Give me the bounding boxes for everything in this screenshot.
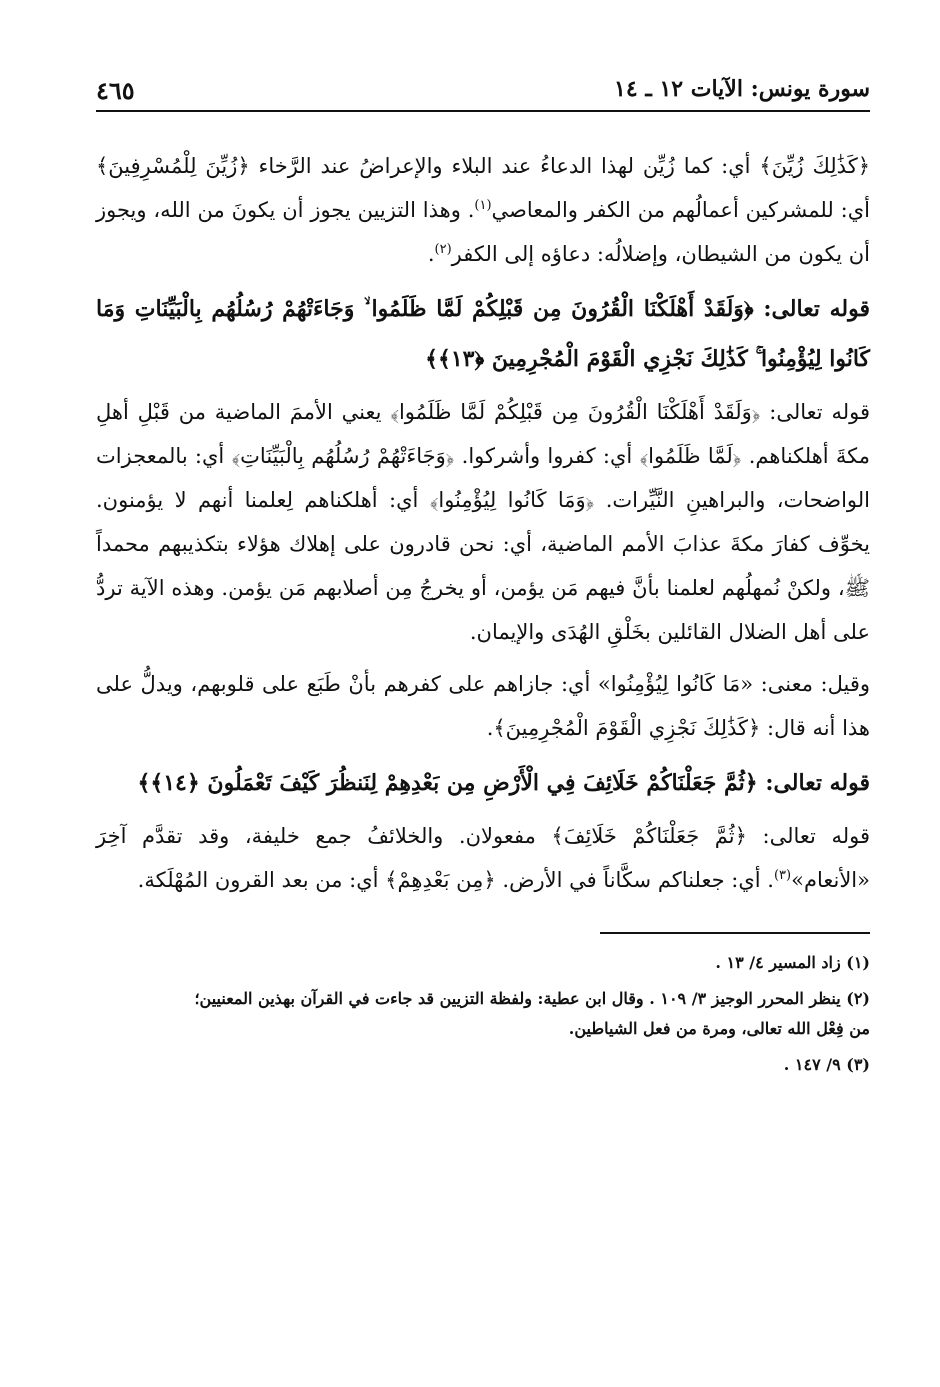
footnote-ref-1: (١) [474, 198, 492, 213]
page-header [96, 70, 870, 112]
paragraph-1-text: ﴿كَذَٰلِكَ زُيِّنَ﴾ أي: كما زُيِّن لهذا الدعاءُ عند البلاء والإعراضُ عند الرَّخاء ﴿زُيِّنَ لِلْمُسْرِفِينَ﴾ أي: للمشركين أعمالُهم من الكفر والمعاصي [96, 154, 870, 222]
paragraph-4-text: قوله تعالى: ﴿ثُمَّ جَعَلْنَاكُمْ خَلَائِفَ﴾ مفعولان. والخلائفُ جمع خليفة، وقد تقدَّم آخِرَ «الأنعام» [96, 824, 870, 892]
paragraph-1-end: . [427, 242, 435, 266]
footnote-2 [96, 984, 870, 1044]
footnote-number: (٣) [846, 1055, 870, 1074]
footnote-1 [96, 948, 870, 978]
paragraph-4 [96, 814, 870, 902]
paragraph-3: وقيل: معنى: «مَا كَانُوا لِيُؤْمِنُوا» أي: جازاهم على كفرهم بأنْ طَبَع على قلوبهم، ويدلُّ على هذا أنه قال: ﴿كَذَٰلِكَ نَجْزِي الْقَوْمَ الْمُجْرِمِينَ﴾. [96, 672, 870, 740]
footnote-continuation: من فِعْل الله تعالى، ومرة من فعل الشياطين. [568, 1019, 870, 1038]
footnotes [96, 948, 870, 1080]
footnote-number: (٢) [846, 989, 870, 1008]
main-text [96, 144, 870, 902]
paragraph-4-cont: . أي: جعلناكم سكَّاناً في الأرض. ﴿مِن بَعْدِهِمْ﴾ أي: من بعد القرون المُهْلَكة. [137, 868, 774, 892]
page [96, 70, 870, 1370]
page-number: ٤٦٥ [96, 76, 135, 105]
footnote-3 [96, 1050, 870, 1080]
footnote-text: زاد المسير ٤/ ١٣ . [715, 953, 841, 972]
footnote-ref-2: (٢) [434, 242, 452, 257]
footnote-ref-3: (٣) [773, 868, 792, 883]
footnote-divider [600, 932, 870, 934]
running-title: سورة يونس: الآيات ١٢ ـ ١٤ [614, 76, 870, 102]
footnote-text: ٩/ ١٤٧ . [783, 1055, 841, 1074]
footnote-number: (١) [846, 953, 870, 972]
paragraph-1-cont: . وهذا التزيين يجوز أن يكونَ من الله، ويجوز أن يكون من الشيطان، وإضلالُه: دعاؤه إلى الكفر [96, 198, 870, 266]
footnote-text: ينظر المحرر الوجيز ٣/ ١٠٩ . وقال ابن عطية: ولفظة التزيين قد جاءت في القرآن بهذين المعنيين؛ [194, 989, 841, 1008]
verse-heading-14: قوله تعالى: ﴿ثُمَّ جَعَلْنَاكُمْ خَلَائِفَ فِي الْأَرْضِ مِن بَعْدِهِمْ لِنَنظُرَ كَيْفَ تَعْمَلُونَ ﴿١٤﴾﴾ [137, 770, 870, 796]
paragraph-1 [96, 144, 870, 276]
verse-heading-13: قوله تعالى: ﴿وَلَقَدْ أَهْلَكْنَا الْقُرُونَ مِن قَبْلِكُمْ لَمَّا ظَلَمُوا ۙ وَجَاءَتْهُمْ رُسُلُهُم بِالْبَيِّنَاتِ وَمَا كَانُوا لِيُؤْمِنُوا ۚ كَذَٰلِكَ نَجْزِي الْقَوْمَ الْمُجْرِمِينَ ﴿١٣﴾﴾ [96, 296, 870, 372]
paragraph-2: قوله تعالى: ﴿وَلَقَدْ أَهْلَكْنَا الْقُرُونَ مِن قَبْلِكُمْ لَمَّا ظَلَمُوا﴾ يعني الأممَ الماضية من قَبْلِ أهلِ مكةَ أهلكناهم. ﴿لَمَّا ظَلَمُوا﴾ أي: كفروا وأشركوا. ﴿وَجَاءَتْهُمْ رُسُلُهُم بِالْبَيِّنَاتِ﴾ أي: بالمعجزات الواضحات، والبراهينِ النَّيِّرات. ﴿وَمَا كَانُوا لِيُؤْمِنُوا﴾ أي: أهلكناهم لِعلمنا أنهم لا يؤمنون. يخوِّف كفارَ مكةَ عذابَ الأمم الماضية، أي: نحن قادرون على إهلاك هؤلاء بتكذيبهم محمداً ﷺ، ولكنْ نُمهلُهم لعلمنا بأنَّ فيهم مَن يؤمن، أو يخرجُ مِن أصلابهم مَن يؤمن. وهذه الآية تردُّ على أهل الضلال القائلين بخَلْقِ الهُدَى والإيمان. [96, 400, 870, 644]
